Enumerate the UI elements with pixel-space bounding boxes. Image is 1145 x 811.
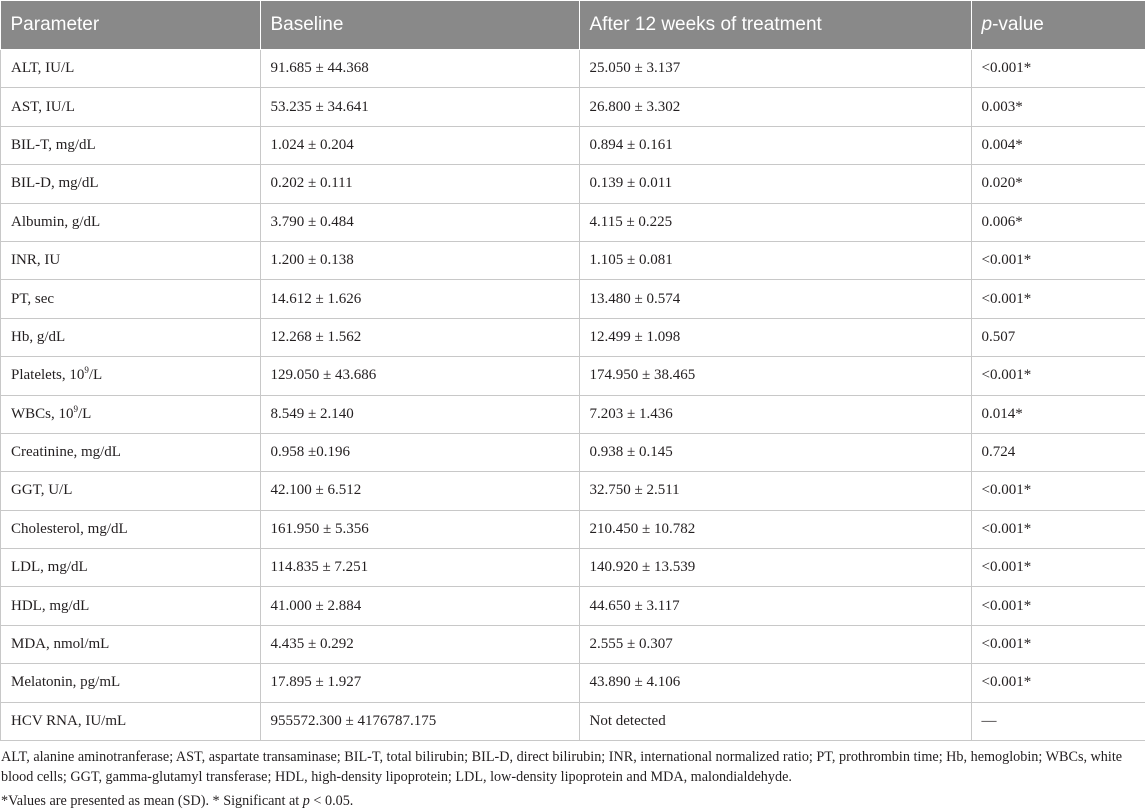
cell-baseline: 41.000 ± 2.884 xyxy=(260,587,579,625)
cell-parameter: MDA, nmol/mL xyxy=(1,625,261,663)
cell-baseline: 8.549 ± 2.140 xyxy=(260,395,579,433)
cell-baseline: 161.950 ± 5.356 xyxy=(260,510,579,548)
cell-parameter: WBCs, $10^9/L$ xyxy=(1,395,261,433)
cell-parameter: PT, sec xyxy=(1,280,261,318)
cell-baseline: 1.200 ± 0.138 xyxy=(260,241,579,279)
cell-after-treatment: 4.115 ± 0.225 xyxy=(579,203,971,241)
cell-parameter: Platelets, $10^9/L$ xyxy=(1,357,261,395)
cell-p-value: <0.001* xyxy=(971,50,1145,88)
cell-after-treatment: 210.450 ± 10.782 xyxy=(579,510,971,548)
table-row xyxy=(1,357,1145,395)
header-row xyxy=(1,1,1145,50)
cell-p-value: 0.014* xyxy=(971,395,1145,433)
cell-p-value: <0.001* xyxy=(971,510,1145,548)
cell-baseline: 129.050 ± 43.686 xyxy=(260,357,579,395)
cell-p-value: <0.001* xyxy=(971,280,1145,318)
table-row xyxy=(1,510,1145,548)
cell-parameter: Creatinine, mg/dL xyxy=(1,433,261,471)
cell-p-value: 0.507 xyxy=(971,318,1145,356)
unit-superscript: 9 xyxy=(74,404,79,414)
cell-parameter: LDL, mg/dL xyxy=(1,549,261,587)
cell-parameter: GGT, U/L xyxy=(1,472,261,510)
cell-baseline: 0.202 ± 0.111 xyxy=(260,165,579,203)
cell-parameter: Melatonin, pg/mL xyxy=(1,664,261,702)
cell-p-value: <0.001* xyxy=(971,664,1145,702)
cell-p-value: 0.020* xyxy=(971,165,1145,203)
cell-parameter: Albumin, g/dL xyxy=(1,203,261,241)
table-row xyxy=(1,472,1145,510)
table-row xyxy=(1,280,1145,318)
cell-after-treatment: 12.499 ± 1.098 xyxy=(579,318,971,356)
cell-baseline: 91.685 ± 44.368 xyxy=(260,50,579,88)
cell-after-treatment: 0.139 ± 0.011 xyxy=(579,165,971,203)
cell-p-value: <0.001* xyxy=(971,549,1145,587)
table-row xyxy=(1,664,1145,702)
unit-suffix: /L xyxy=(89,367,102,383)
cell-p-value: 0.004* xyxy=(971,126,1145,164)
cell-after-treatment: 43.890 ± 4.106 xyxy=(579,664,971,702)
header-after-treatment: After 12 weeks of treatment xyxy=(579,1,971,50)
cell-baseline: 42.100 ± 6.512 xyxy=(260,472,579,510)
cell-parameter: Hb, g/dL xyxy=(1,318,261,356)
cell-after-treatment: 0.894 ± 0.161 xyxy=(579,126,971,164)
table-row xyxy=(1,587,1145,625)
cell-after-treatment: 32.750 ± 2.511 xyxy=(579,472,971,510)
table-row xyxy=(1,318,1145,356)
table-row xyxy=(1,241,1145,279)
table-row xyxy=(1,203,1145,241)
cell-baseline: 4.435 ± 0.292 xyxy=(260,625,579,663)
cell-parameter: BIL-T, mg/dL xyxy=(1,126,261,164)
table-row xyxy=(1,50,1145,88)
cell-parameter: AST, IU/L xyxy=(1,88,261,126)
footnote-values-text: *Values are presented as mean (SD). * Significant at xyxy=(1,793,303,809)
cell-baseline: 114.835 ± 7.251 xyxy=(260,549,579,587)
table-row xyxy=(1,702,1145,740)
cell-parameter: BIL-D, mg/dL xyxy=(1,165,261,203)
cell-after-treatment: 1.105 ± 0.081 xyxy=(579,241,971,279)
unit-suffix: /L xyxy=(78,406,91,422)
cell-after-treatment: 2.555 ± 0.307 xyxy=(579,625,971,663)
table-row xyxy=(1,126,1145,164)
cell-after-treatment: 174.950 ± 38.465 xyxy=(579,357,971,395)
table-footnotes xyxy=(0,741,1145,811)
cell-after-treatment: Not detected xyxy=(579,702,971,740)
header-baseline: Baseline xyxy=(260,1,579,50)
footnote-values-end: < 0.05. xyxy=(310,793,353,809)
footnote-p-italic: p xyxy=(303,793,310,809)
cell-after-treatment: 140.920 ± 13.539 xyxy=(579,549,971,587)
table-row xyxy=(1,88,1145,126)
cell-parameter: INR, IU xyxy=(1,241,261,279)
cell-baseline: 1.024 ± 0.204 xyxy=(260,126,579,164)
cell-baseline: 14.612 ± 1.626 xyxy=(260,280,579,318)
cell-baseline: 3.790 ± 0.484 xyxy=(260,203,579,241)
cell-baseline: 53.235 ± 34.641 xyxy=(260,88,579,126)
cell-after-treatment: 25.050 ± 3.137 xyxy=(579,50,971,88)
cell-p-value: <0.001* xyxy=(971,241,1145,279)
cell-parameter: HCV RNA, IU/mL xyxy=(1,702,261,740)
cell-parameter: ALT, IU/L xyxy=(1,50,261,88)
table-row xyxy=(1,165,1145,203)
cell-after-treatment: 7.203 ± 1.436 xyxy=(579,395,971,433)
cell-parameter: Cholesterol, mg/dL xyxy=(1,510,261,548)
cell-p-value: <0.001* xyxy=(971,625,1145,663)
cell-p-value: <0.001* xyxy=(971,472,1145,510)
cell-baseline: 955572.300 ± 4176787.175 xyxy=(260,702,579,740)
cell-p-value: 0.006* xyxy=(971,203,1145,241)
unit-superscript: 9 xyxy=(84,365,89,375)
header-p-value xyxy=(971,1,1145,50)
cell-baseline: 0.958 ±0.196 xyxy=(260,433,579,471)
footnote-abbreviations: ALT, alanine aminotranferase; AST, aspartate transaminase; BIL-T, total bilirubin; BIL-D, direct bilirubin; INR, international normalized ratio; PT, prothrombin time; Hb, hemoglobin; WBCs, white blood cells; GGT, gamma-glutamyl transferase; HDL, high-density lipoprotein; LDL, low-density lipoprotein and MDA, malondialdehyde. xyxy=(1,747,1145,787)
table-body xyxy=(1,50,1145,741)
table-row xyxy=(1,625,1145,663)
header-p-rest: -value xyxy=(992,14,1044,35)
cell-p-value: <0.001* xyxy=(971,357,1145,395)
cell-baseline: 12.268 ± 1.562 xyxy=(260,318,579,356)
cell-p-value: 0.724 xyxy=(971,433,1145,471)
cell-p-value: — xyxy=(971,702,1145,740)
header-p-italic: p xyxy=(982,14,993,35)
table-row xyxy=(1,433,1145,471)
cell-baseline: 17.895 ± 1.927 xyxy=(260,664,579,702)
table-row xyxy=(1,549,1145,587)
cell-after-treatment: 0.938 ± 0.145 xyxy=(579,433,971,471)
cell-after-treatment: 44.650 ± 3.117 xyxy=(579,587,971,625)
cell-after-treatment: 13.480 ± 0.574 xyxy=(579,280,971,318)
cell-p-value: 0.003* xyxy=(971,88,1145,126)
cell-p-value: <0.001* xyxy=(971,587,1145,625)
cell-parameter: HDL, mg/dL xyxy=(1,587,261,625)
cell-after-treatment: 26.800 ± 3.302 xyxy=(579,88,971,126)
header-parameter: Parameter xyxy=(1,1,261,50)
footnote-values xyxy=(1,791,1145,811)
table-row xyxy=(1,395,1145,433)
